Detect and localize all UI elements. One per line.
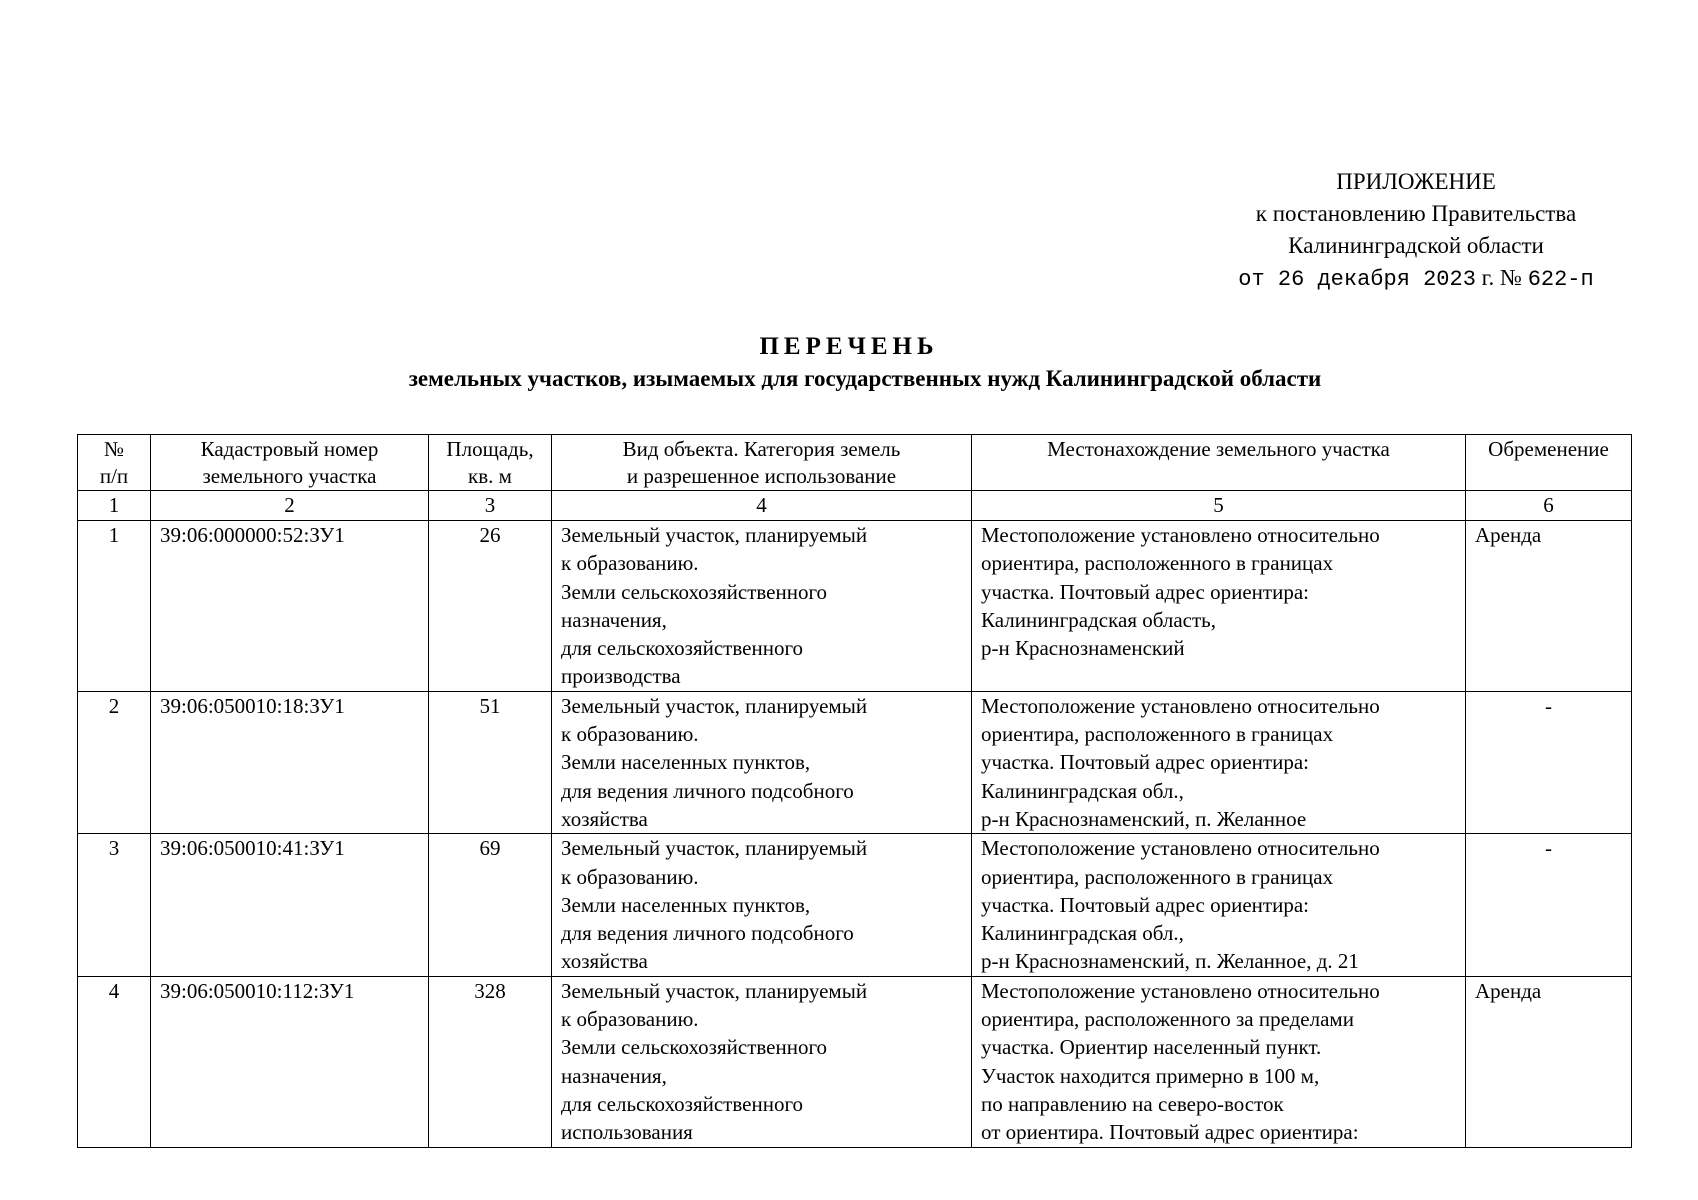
appendix-region-line: Калининградской области (1288, 233, 1544, 258)
appendix-date-line (1196, 262, 1636, 296)
table-row (78, 691, 1632, 833)
plot-area: 328 (429, 976, 552, 1147)
document-title: ПЕРЕЧЕНЬ (759, 333, 939, 360)
plot-location: Местоположение установлено относительно ориентира, расположенного за пределами участка. Ориентир населенный пункт. Участок находится примерно в 100 м, по направлению на северо-восток от ориентира. Почтовый адрес ориентира: (972, 976, 1466, 1147)
header-kind: Вид объекта. Категория земель и разрешенное использование (552, 435, 972, 491)
plot-area: 51 (429, 691, 552, 833)
appendix-resolution-line: к постановлению Правительства (1255, 201, 1577, 226)
object-kind: Земельный участок, планируемый к образованию. Земли населенных пунктов, для ведения личного подсобного хозяйства (552, 834, 972, 976)
appendix-block (1196, 166, 1636, 296)
cadastral-number: 39:06:050010:18:ЗУ1 (151, 691, 429, 833)
header-area: Площадь, кв. м (429, 435, 552, 491)
appendix-number: 622-п (1527, 267, 1594, 292)
row-number: 1 (78, 521, 151, 692)
table-header-row (78, 435, 1632, 491)
plot-location: Местоположение установлено относительно ориентира, расположенного в границах участка. Почтовый адрес ориентира: Калининградская обл., р-н Краснознаменский, п. Желанное (972, 691, 1466, 833)
encumbrance: Аренда (1466, 976, 1632, 1147)
table-row (78, 976, 1632, 1147)
row-number: 3 (78, 834, 151, 976)
row-number: 4 (78, 976, 151, 1147)
column-number: 1 (78, 491, 151, 521)
table-row (78, 521, 1632, 692)
appendix-number-sign: г. № (1475, 265, 1528, 290)
document-subtitle: земельных участков, изымаемых для государственных нужд Калининградской области (408, 366, 1322, 391)
appendix-heading: ПРИЛОЖЕНИЕ (1336, 169, 1496, 194)
header-num: № п/п (78, 435, 151, 491)
appendix-date: от 26 декабря 2023 (1238, 267, 1476, 292)
header-location: Местонахождение земельного участка (972, 435, 1466, 491)
encumbrance: Аренда (1466, 521, 1632, 692)
cadastral-number: 39:06:000000:52:ЗУ1 (151, 521, 429, 692)
column-number: 6 (1466, 491, 1632, 521)
plot-location: Местоположение установлено относительно ориентира, расположенного в границах участка. Почтовый адрес ориентира: Калининградская область, р-н Краснознаменский (972, 521, 1466, 692)
column-number: 2 (151, 491, 429, 521)
column-number: 4 (552, 491, 972, 521)
column-number: 3 (429, 491, 552, 521)
row-number: 2 (78, 691, 151, 833)
land-plots-table (77, 434, 1632, 1148)
encumbrance: - (1466, 691, 1632, 833)
plot-area: 26 (429, 521, 552, 692)
cadastral-number: 39:06:050010:112:ЗУ1 (151, 976, 429, 1147)
plot-area: 69 (429, 834, 552, 976)
plot-location: Местоположение установлено относительно ориентира, расположенного в границах участка. Почтовый адрес ориентира: Калининградская обл., р-н Краснознаменский, п. Желанное, д. 21 (972, 834, 1466, 976)
header-encumbrance: Обременение (1466, 435, 1632, 491)
object-kind: Земельный участок, планируемый к образованию. Земли населенных пунктов, для ведения личного подсобного хозяйства (552, 691, 972, 833)
object-kind: Земельный участок, планируемый к образованию. Земли сельскохозяйственного назначения, для сельскохозяйственного использования (552, 976, 972, 1147)
header-cadastral: Кадастровый номер земельного участка (151, 435, 429, 491)
cadastral-number: 39:06:050010:41:ЗУ1 (151, 834, 429, 976)
table-row (78, 834, 1632, 976)
column-number-row (78, 491, 1632, 521)
object-kind: Земельный участок, планируемый к образованию. Земли сельскохозяйственного назначения, для сельскохозяйственного производства (552, 521, 972, 692)
encumbrance: - (1466, 834, 1632, 976)
column-number: 5 (972, 491, 1466, 521)
